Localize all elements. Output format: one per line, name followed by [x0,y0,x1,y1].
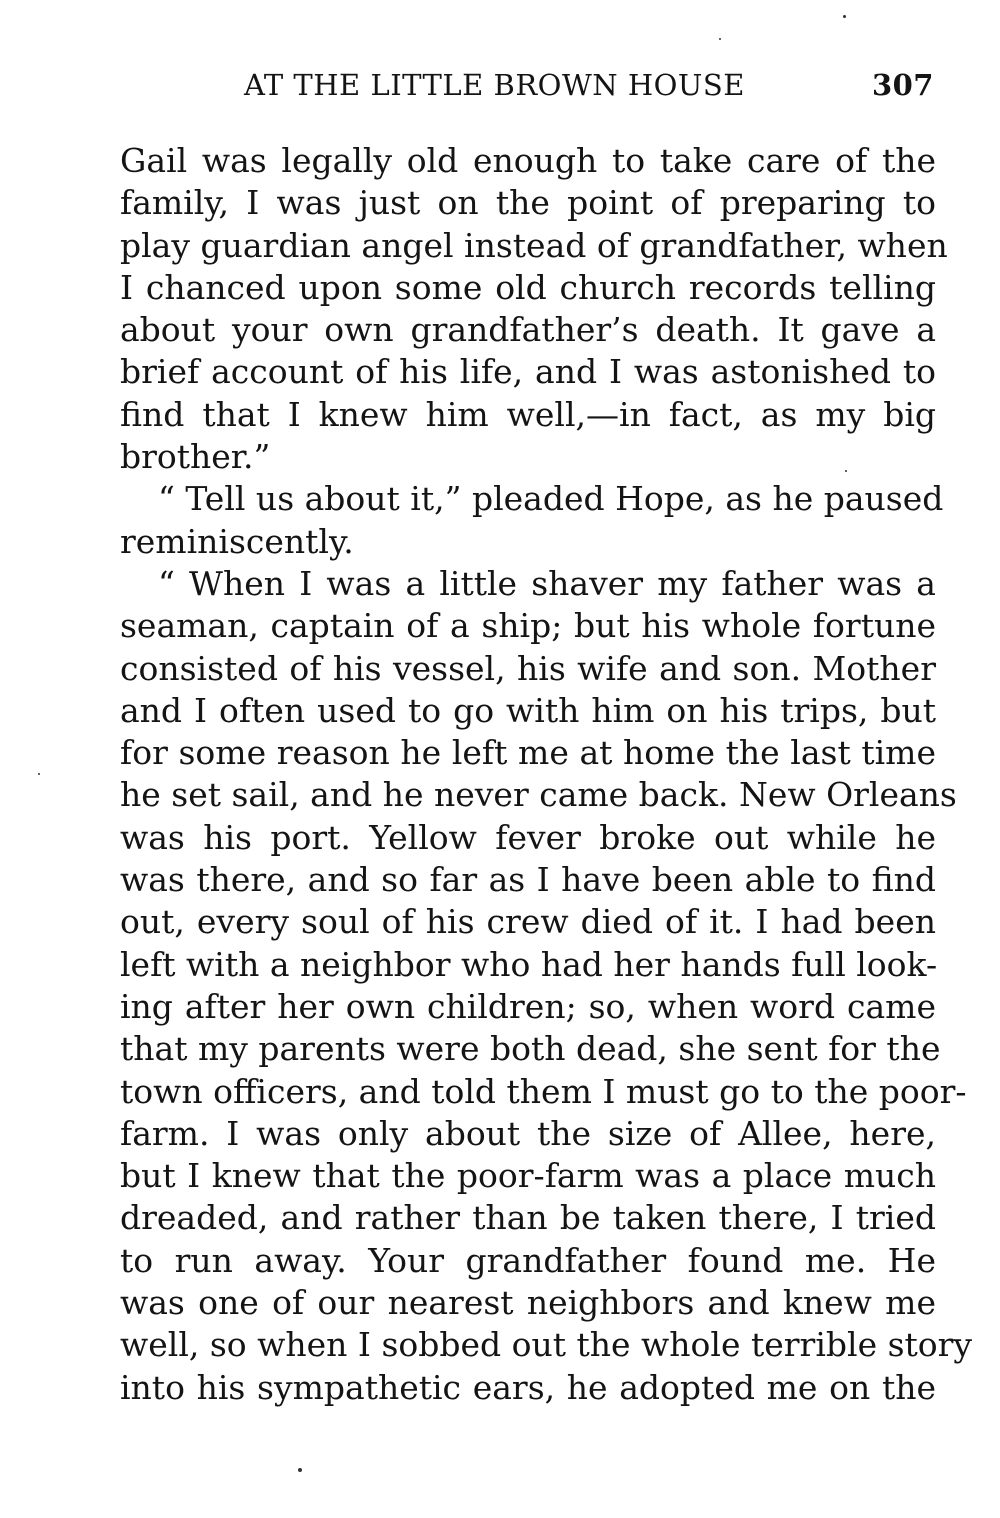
text-line: family, I was just on the point of preparing to [120,183,936,223]
text-line: reminiscently. [120,521,354,561]
text-line: out, every soul of his crew died of it. I had been [120,902,936,942]
text-line: left with a neighbor who had her hands full look- [120,944,938,984]
text-line: about your own grandfather’s death. It gave a [120,310,936,350]
text-line: for some reason he left me at home the last time [120,733,936,773]
text-line: play guardian angel instead of grandfather, when [120,225,948,265]
text-line: consisted of his vessel, his wife and son. Mother [120,648,936,688]
body-text [120,140,973,1409]
text-line: town officers, and told them I must go to the poor- [120,1071,967,1111]
text-line: “ Tell us about it,” pleaded Hope, as he paused [158,479,944,519]
running-head [120,68,936,108]
print-speck [298,1468,302,1472]
text-line: was his port. Yellow fever broke out while he [120,817,936,857]
text-line: brother.” [120,437,271,477]
text-line: that my parents were both dead, she sent for the [120,1029,941,1069]
text-line: ing after her own children; so, when word came [120,986,936,1026]
running-title: AT THE LITTLE BROWN HOUSE [244,68,745,102]
text-line: he set sail, and he never came back. New Orleans [120,775,957,815]
text-line: well, so when I sobbed out the whole terrible story [120,1325,973,1365]
text-line: seaman, captain of a ship; but his whole fortune [120,606,936,646]
print-speck [38,773,40,775]
text-line: Gail was legally old enough to take care of the [120,141,936,180]
text-line: was there, and so far as I have been able to find [120,860,936,900]
page-number: 307 [871,68,934,102]
text-line: find that I knew him well,—in fact, as my big [120,394,936,434]
print-speck [843,15,846,18]
text-line: “ When I was a little shaver my father was a [158,563,936,603]
text-line: was one of our nearest neighbors and knew me [120,1283,936,1323]
text-line: I chanced upon some old church records telling [120,267,936,307]
print-speck [845,470,847,472]
text-line: farm. I was only about the size of Allee, here, [120,1113,936,1153]
text-line: brief account of his life, and I was astonished to [120,352,936,392]
text-line: into his sympathetic ears, he adopted me on the [120,1367,936,1407]
text-line: but I knew that the poor-farm was a place much [120,1156,936,1196]
print-speck [719,38,721,40]
text-line: and I often used to go with him on his trips, but [120,690,936,730]
text-line: dreaded, and rather than be taken there, I tried [120,1198,936,1238]
text-line: to run away. Your grandfather found me. He [120,1240,936,1280]
